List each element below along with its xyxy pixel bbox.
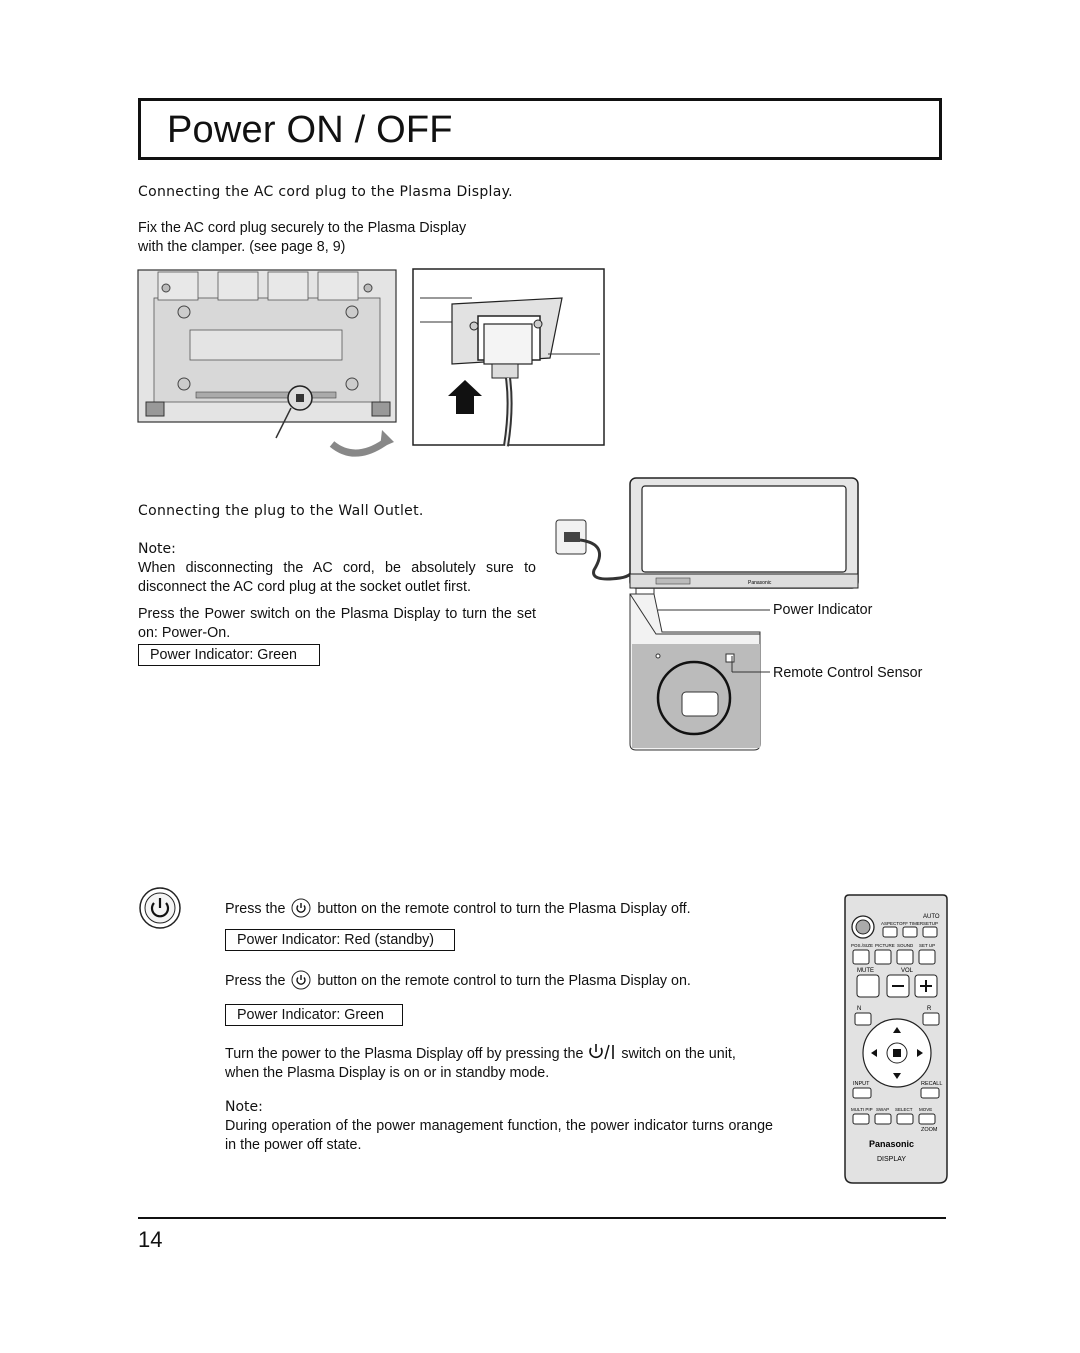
indicator-box-green: Power Indicator: Green bbox=[138, 644, 320, 666]
ac-instruction-line1: Fix the AC cord plug securely to the Plasma Display bbox=[138, 220, 467, 236]
remote-setup-button[interactable] bbox=[923, 927, 937, 937]
remote-input-button[interactable] bbox=[853, 1088, 871, 1098]
press-off-line bbox=[225, 898, 691, 919]
remote-select-button[interactable] bbox=[897, 1114, 913, 1124]
power-button-icon bbox=[138, 886, 182, 930]
remote-pos-size-button[interactable] bbox=[853, 950, 869, 964]
remote-label-aspect: ASPECT bbox=[881, 921, 900, 926]
remote-move-button[interactable] bbox=[919, 1114, 935, 1124]
callout-remote-sensor: Remote Control Sensor bbox=[773, 665, 923, 681]
press-on-line bbox=[225, 970, 691, 991]
turn-off-part2: switch on the unit, bbox=[621, 1046, 736, 1062]
remote-label-pos-size: POS./SIZE bbox=[851, 943, 874, 948]
remote-label-sound: SOUND bbox=[897, 943, 914, 948]
press-the-label: Press the bbox=[225, 973, 286, 989]
turn-off-part1: Turn the power to the Plasma Display off by pressing the bbox=[225, 1046, 584, 1062]
remote-model-label: DISPLAY bbox=[877, 1156, 907, 1163]
remote-r-button[interactable] bbox=[923, 1013, 939, 1025]
remote-label-input: INPUT bbox=[853, 1081, 870, 1087]
page-title: Power ON / OFF bbox=[167, 109, 453, 151]
press-power-switch-text: Press the Power switch on the Plasma Display to turn the set on: Power-On. bbox=[138, 606, 536, 641]
remote-label-setup-top: SETUP bbox=[923, 921, 939, 926]
remote-label-swap: SWAP bbox=[876, 1107, 890, 1112]
turn-off-instruction bbox=[225, 1043, 785, 1083]
indicator-box-green-remote: Power Indicator: Green bbox=[225, 1004, 403, 1026]
remote-multi-pip-button[interactable] bbox=[853, 1114, 869, 1124]
note-label-remote: Note: bbox=[225, 1099, 263, 1115]
remote-label-select: SELECT bbox=[895, 1107, 913, 1112]
remote-n-button[interactable] bbox=[855, 1013, 871, 1025]
turn-off-line2: when the Plasma Display is on or in standby mode. bbox=[225, 1065, 550, 1081]
power-icon bbox=[291, 970, 311, 990]
note-disconnect: When disconnecting the AC cord, be absolutely sure to disconnect the AC cord plug at the socket outlet first. bbox=[138, 560, 536, 595]
press-off-text: button on the remote control to turn the Plasma Display off. bbox=[317, 901, 691, 917]
page-number: 14 bbox=[138, 1227, 163, 1252]
remote-label-vol: VOL bbox=[901, 968, 914, 974]
remote-label-n: N bbox=[857, 1006, 862, 1012]
remote-aspect-button[interactable] bbox=[883, 927, 897, 937]
remote-label-set-up: SET UP bbox=[919, 943, 936, 948]
section-heading-wall-outlet: Connecting the plug to the Wall Outlet. bbox=[138, 503, 424, 519]
power-icon bbox=[291, 898, 311, 918]
press-the-label: Press the bbox=[225, 901, 286, 917]
remote-label-zoom: ZOOM bbox=[921, 1127, 938, 1133]
press-on-text: button on the remote control to turn the Plasma Display on. bbox=[317, 973, 691, 989]
note-power-management: During operation of the power management function, the power indicator turns orange in the power off state. bbox=[225, 1118, 773, 1153]
remote-mute-button[interactable] bbox=[857, 975, 879, 997]
indicator-box-red: Power Indicator: Red (standby) bbox=[225, 929, 455, 951]
footer-rule bbox=[138, 1217, 946, 1219]
ac-instruction bbox=[138, 219, 538, 257]
remote-set-up-button[interactable] bbox=[919, 950, 935, 964]
display-brand-text: Panasonic bbox=[748, 580, 772, 586]
ac-instruction-line2: with the clamper. (see page 8, 9) bbox=[138, 239, 346, 255]
remote-label-mute: MUTE bbox=[857, 968, 874, 974]
remote-control-illustration bbox=[843, 893, 949, 1185]
remote-label-multi-pip: MULTI PIP bbox=[851, 1107, 873, 1112]
standby-switch-icon bbox=[587, 1043, 617, 1061]
remote-label-r: R bbox=[927, 1006, 932, 1012]
remote-brand-logo: Panasonic bbox=[869, 1139, 915, 1149]
rear-panel-illustration bbox=[136, 268, 406, 468]
remote-label-picture: PICTURE bbox=[875, 943, 895, 948]
remote-recall-button[interactable] bbox=[921, 1088, 939, 1098]
remote-label-recall: RECALL bbox=[921, 1081, 943, 1087]
remote-swap-button[interactable] bbox=[875, 1114, 891, 1124]
remote-label-move: MOVE bbox=[919, 1107, 933, 1112]
remote-picture-button[interactable] bbox=[875, 950, 891, 964]
plug-closeup-illustration bbox=[412, 268, 606, 448]
remote-label-off-timer: OFF TIMER bbox=[899, 921, 924, 926]
remote-label-auto: AUTO bbox=[923, 914, 940, 920]
remote-sound-button[interactable] bbox=[897, 950, 913, 964]
callout-power-indicator: Power Indicator bbox=[773, 602, 873, 618]
turn-off-line1 bbox=[225, 1043, 785, 1064]
note-label: Note: bbox=[138, 541, 176, 557]
remote-off-timer-button[interactable] bbox=[903, 927, 917, 937]
title-box bbox=[138, 98, 942, 160]
section-heading-ac-cord: Connecting the AC cord plug to the Plasma Display. bbox=[138, 184, 513, 200]
